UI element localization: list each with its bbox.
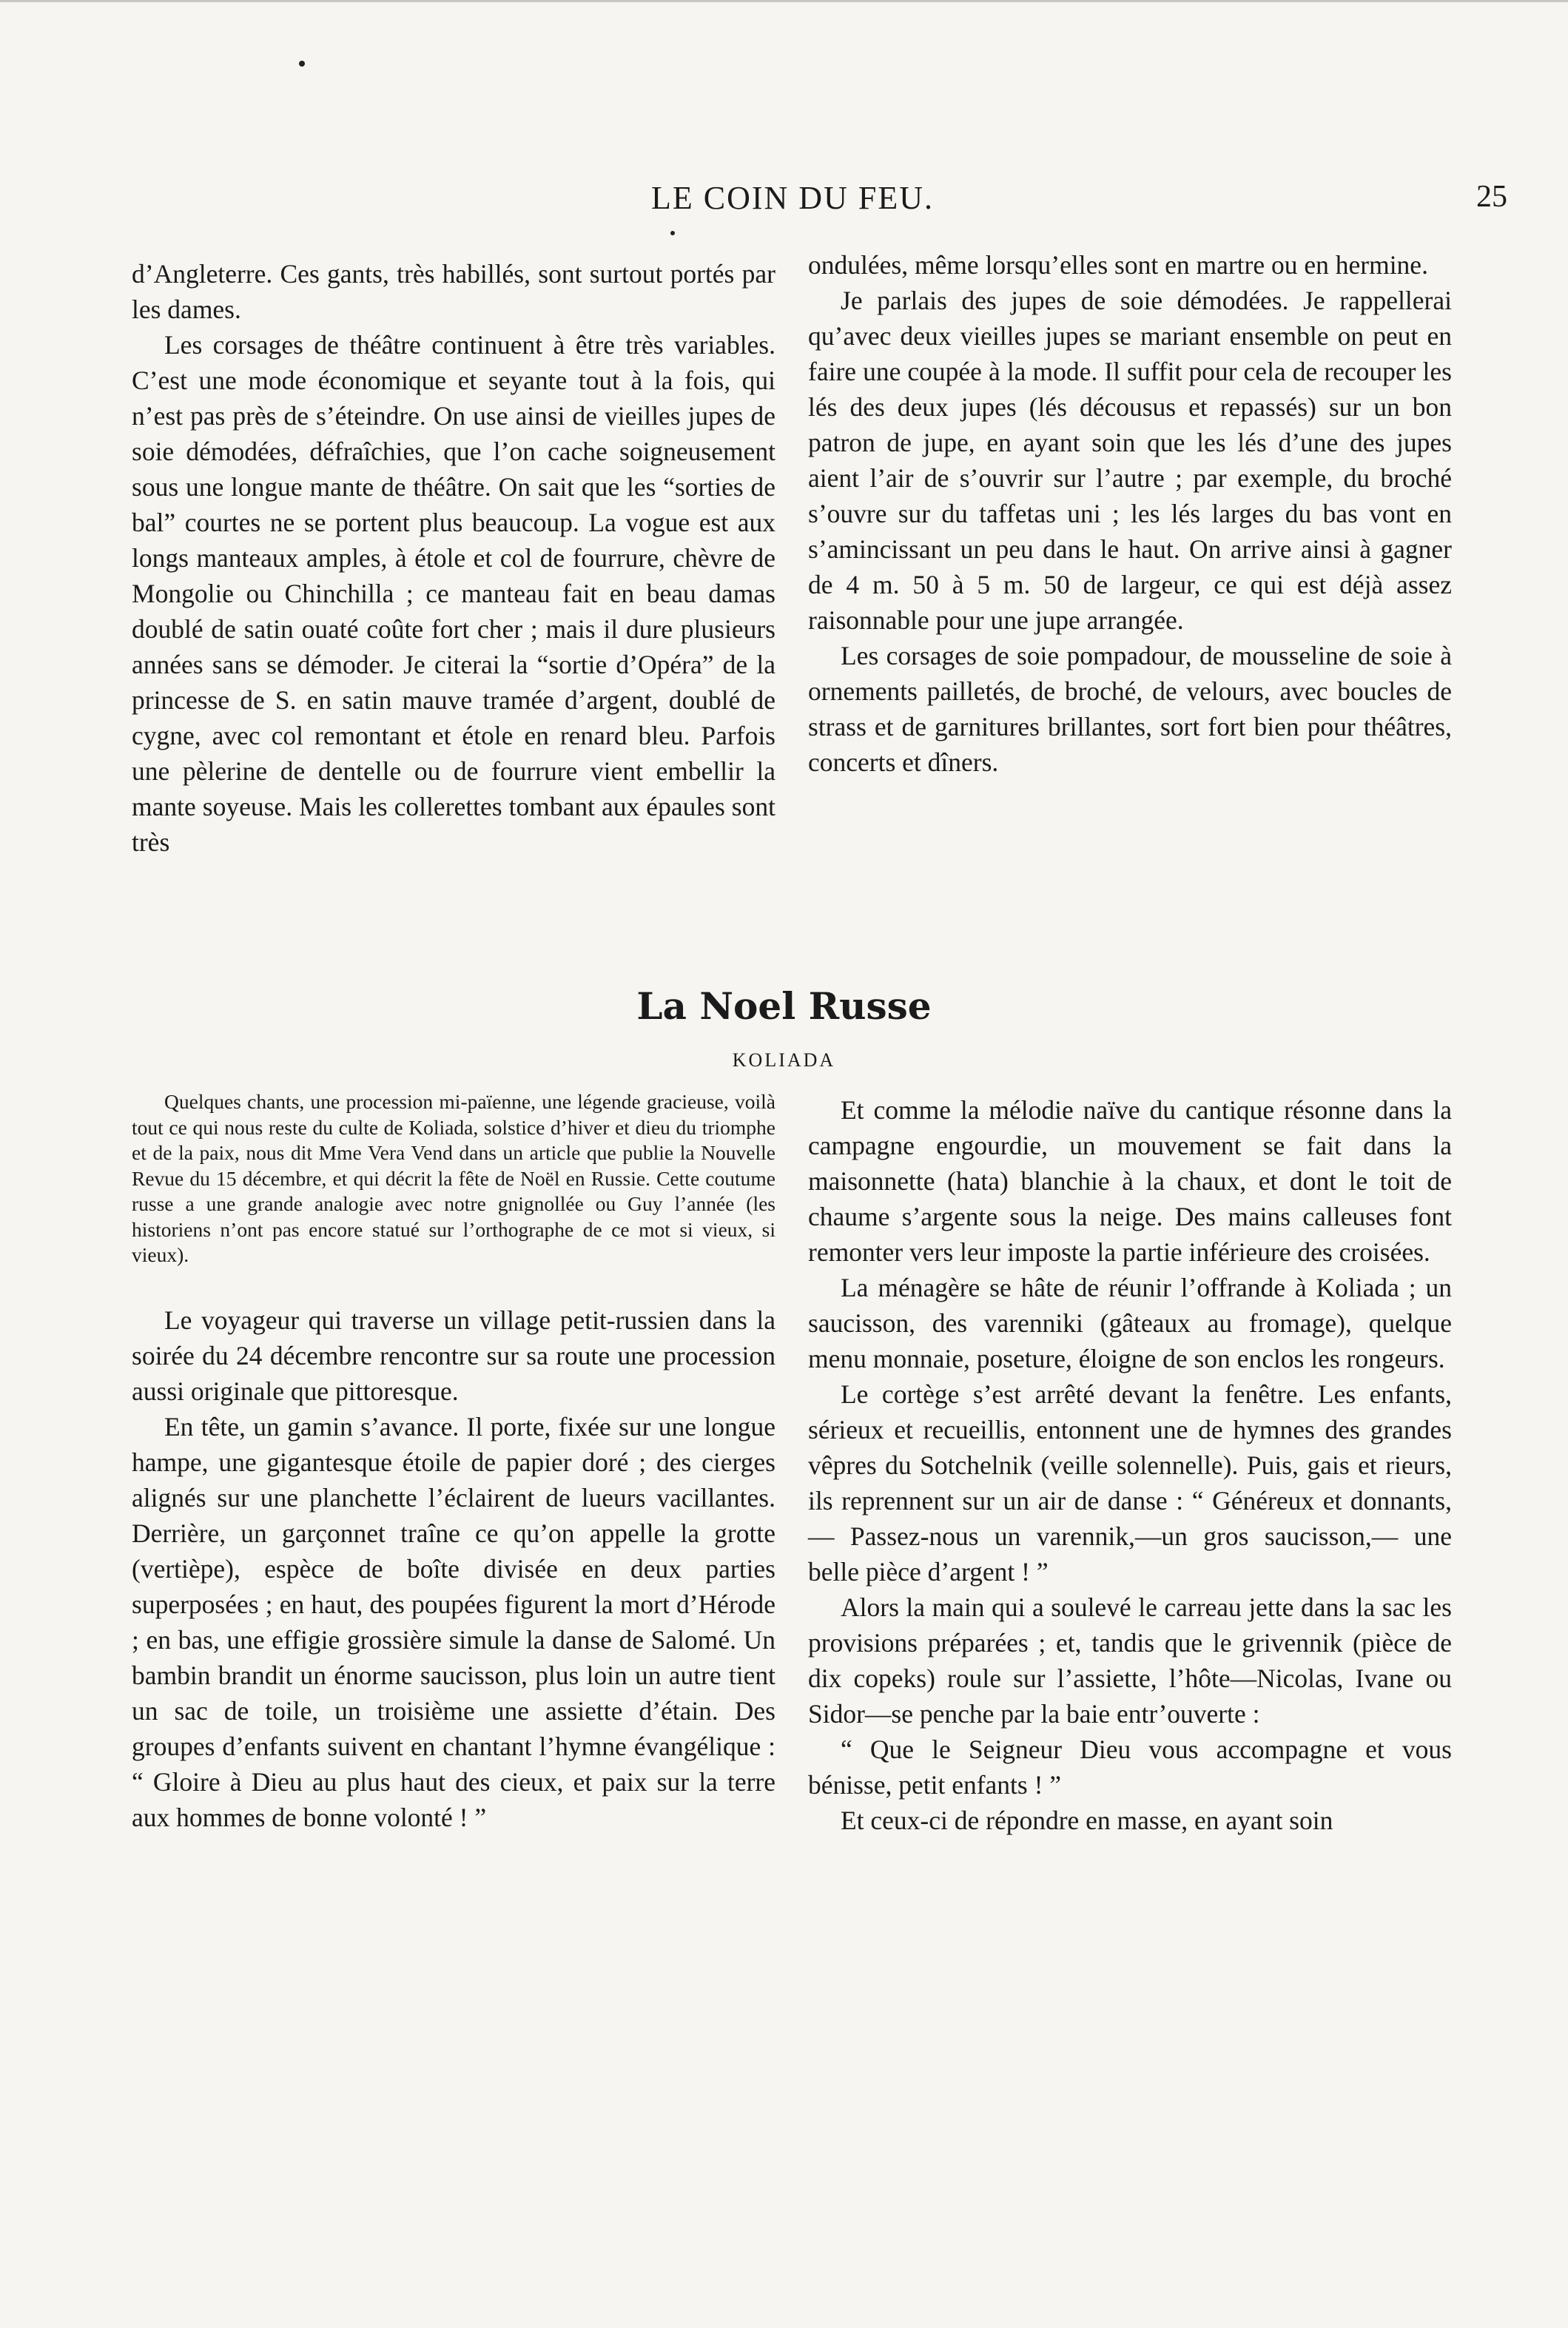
paragraph: ondulées, même lorsqu’elles sont en martre ou en hermine. (808, 250, 1428, 280)
paragraph: En tête, un gamin s’avance. Il porte, fixée sur une longue hampe, une gigantesque étoile de papier doré ; des cierges alignés sur une planchette l’éclairent de lueurs vacillantes. Derrière, un garçonnet traîne ce qu’on appelle la grotte (vertièpe), espèce de boîte divisée en deux parties superposées ; en haut, des poupées figurent la mort d’Hérode ; en bas, une effigie grossière simule la danse de Salomé. Un bambin brandit un énorme saucisson, plus loin un autre tient un sac de toile, un troisième une assiette d’étain. Des groupes d’enfants suivent en chantant l’hymne évangélique : “ Gloire à Dieu au plus haut des cieux, et paix sur la terre aux hommes de bonne volonté ! ” (132, 1412, 775, 1832)
paragraph: Le cortège s’est arrêté devant la fenêtre. Les enfants, sérieux et recueillis, entonnent une de hymnes des grandes vêpres du Sotchelnik (veille solennelle). Puis, gais et rieurs, ils reprennent sur un air de danse : “ Généreux et donnants,— Passez-nous un varennik,—un gros saucisson,— une belle pièce d’argent ! ” (808, 1379, 1452, 1587)
paragraph: Je parlais des jupes de soie démodées. Je rappellerai qu’avec deux vieilles jupes se mariant ensemble on peut en faire une coupée à la mode. Il suffit pour cela de recouper les lés des deux jupes (lés décousus et repassés) sur un bon patron de jupe, en ayant soin que les lés d’une des jupes aient l’air de s’ouvrir sur l’autre ; par exemple, du broché s’ouvre sur du taffetas uni ; les lés larges du bas vont en s’amincissant un peu dans le haut. On arrive ainsi à gagner de 4 m. 50 à 5 m. 50 de largeur, ce qui est déjà assez raisonnable pour une jupe arrangée. (808, 286, 1452, 635)
column-bottom-left (132, 1302, 775, 1835)
article-title: La Noel Russe (636, 984, 932, 1028)
paragraph: Alors la main qui a soulevé le carreau jette dans la sac les provisions préparées ; et, tandis que le grivennik (pièce de dix copeks) roule sur l’assiette, l’hôte—Nicolas, Ivane ou Sidor—se penche par la baie entr’ouverte : (808, 1592, 1452, 1729)
ink-speck (299, 61, 305, 67)
column-top-right (808, 247, 1452, 780)
ink-speck (670, 231, 675, 235)
running-header (0, 179, 1568, 223)
column-top-left (132, 256, 775, 860)
column-bottom-right (808, 1092, 1452, 1838)
article-abstract (132, 1089, 775, 1268)
article-subtitle: KOLIADA (732, 1049, 836, 1071)
running-title: LE COIN DU FEU. (651, 180, 934, 216)
abstract-text: Quelques chants, une procession mi-païenne, une légende gracieuse, voilà tout ce qui nous reste du culte de Koliada, solstice d’hiver et dieu du triomphe et de la paix, nous dit Mme Vera Vend dans un article que publie la Nouvelle Revue du 15 décembre, et qui décrit la fête de Noël en Russie. Cette coutume russe a une grande analogie avec notre gnignollée ou Guy l’année (les historiens n’ont pas encore statué sur l’orthographe de ce mot si vieux, si vieux). (132, 1090, 775, 1266)
paragraph: Les corsages de théâtre continuent à être très variables. C’est une mode économique et seyante tout à la fois, qui n’est pas près de s’éteindre. On use ainsi de vieilles jupes de soie démodées, défraîchies, que l’on cache soigneusement sous une longue mante de théâtre. On sait que les “sorties de bal” courtes ne se portent plus beaucoup. La vogue est aux longs manteaux amples, à étole et col de fourrure, chèvre de Mongolie ou Chinchilla ; ce manteau fait en beau damas doublé de satin ouaté coûte fort cher ; mais il dure plusieurs années sans se démoder. Je citerai la “sortie d’Opéra” de la princesse de S. en satin mauve tramée d’argent, doublé de cygne, avec col remontant et étole en renard bleu. Parfois une pèlerine de dentelle ou de fourrure vient embellir la mante soyeuse. Mais les collerettes tombant aux épaules sont très (132, 330, 775, 857)
paragraph: Et ceux-ci de répondre en masse, en ayant soin (841, 1806, 1333, 1835)
paragraph: Le voyageur qui traverse un village petit-russien dans la soirée du 24 décembre rencontre sur sa route une procession aussi originale que pittoresque. (132, 1305, 775, 1406)
paragraph: “ Que le Seigneur Dieu vous accompagne et vous bénisse, petit enfants ! ” (808, 1735, 1452, 1800)
page-number: 25 (1476, 180, 1507, 214)
paragraph: La ménagère se hâte de réunir l’offrande à Koliada ; un saucisson, des varenniki (gâteaux au fromage), quelque menu monnaie, poseture, éloigne de son enclos les rongeurs. (808, 1273, 1452, 1373)
paragraph: Les corsages de soie pompadour, de mousseline de soie à ornements pailletés, de broché, de velours, avec boucles de strass et de garnitures brillantes, sort fort bien pour théâtres, concerts et dîners. (808, 641, 1452, 777)
paragraph: d’Angleterre. Ces gants, très habillés, sont surtout portés par les dames. (132, 259, 775, 324)
page-top-edge (0, 0, 1568, 2)
paragraph: Et comme la mélodie naïve du cantique résonne dans la campagne engourdie, un mouvement se fait dans la maisonnette (hata) blanchie à la chaux, et dont le toit de chaume s’argente sous la neige. Des mains calleuses font remonter vers leur imposte la partie inférieure des croisées. (808, 1095, 1452, 1267)
